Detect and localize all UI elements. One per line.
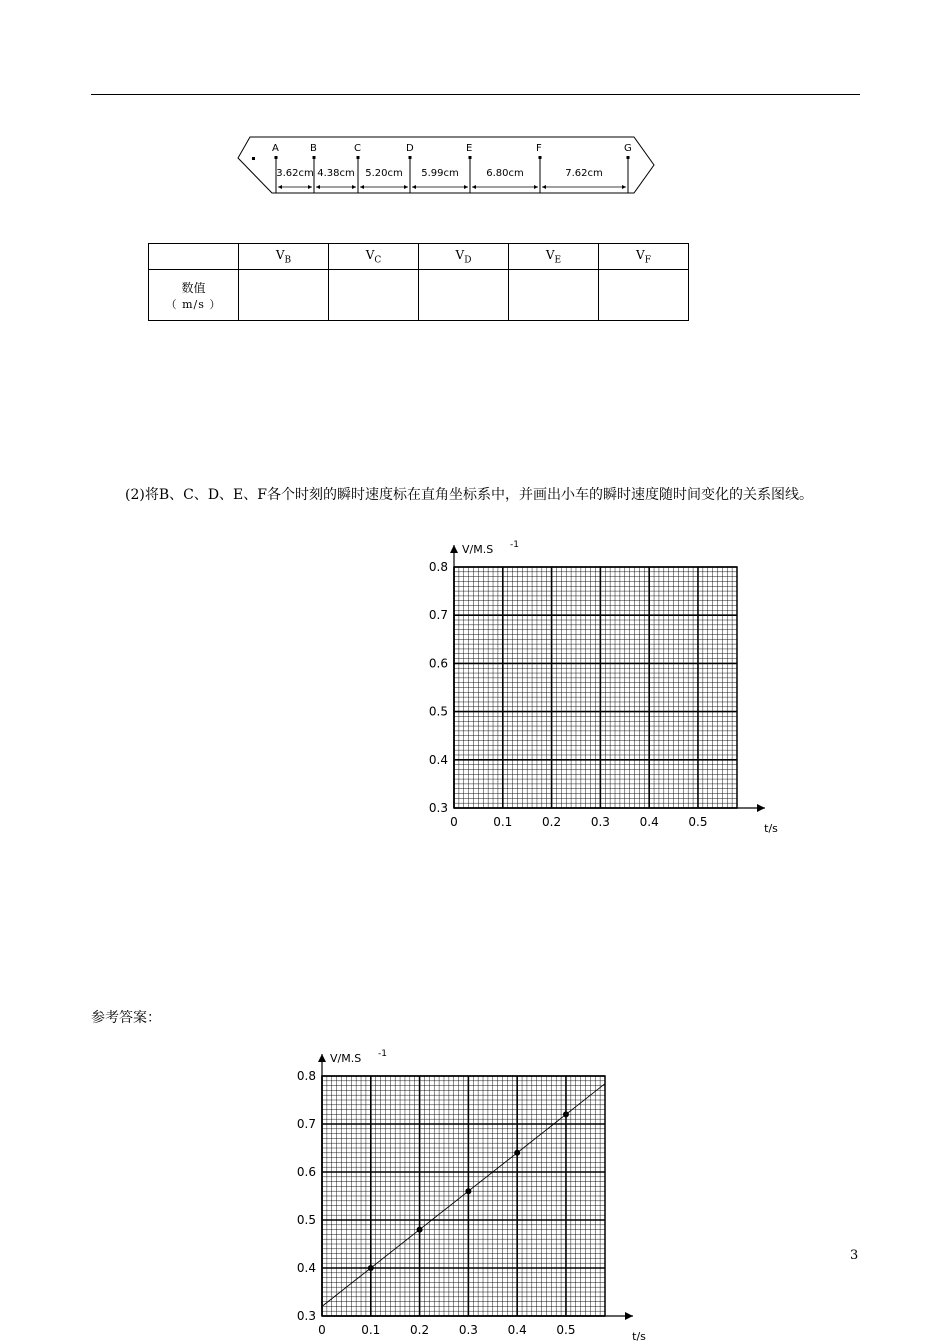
row-label-text: 数值 — [181, 280, 206, 295]
tape-point-label: E — [466, 143, 473, 154]
x-tick-label: 0.3 — [458, 1323, 478, 1337]
tape-segment-label: 3.62cm — [276, 168, 314, 179]
y-tick-label: 0.3 — [428, 801, 448, 815]
x-tick-label: 0.4 — [639, 815, 659, 829]
table-cell-vc[interactable] — [329, 270, 419, 321]
y-axis-arrow — [450, 545, 458, 553]
table-header-ve: $V_E$ — [509, 244, 599, 270]
x-tick-label: 0 — [318, 1323, 326, 1337]
x-tick-label: 0.1 — [361, 1323, 381, 1337]
table-header-vd: $V_D$ — [419, 244, 509, 270]
tape-outline — [238, 137, 654, 193]
y-tick-label: 0.6 — [428, 656, 448, 671]
x-axis-label: t/s — [764, 822, 778, 835]
tape-start-dot — [252, 157, 255, 160]
ticker-tape-diagram — [232, 134, 662, 200]
tape-point-label: F — [536, 143, 542, 154]
table-header-vc: $V_C$ — [329, 244, 419, 270]
tape-point-label: C — [354, 143, 361, 154]
table-cell-vd[interactable] — [419, 270, 509, 321]
question-2-text: (2)将B、C、D、E、F各个时刻的瞬时速度标在直角坐标系中，并画出小车的瞬时速度随时间变化的关系图线。 — [125, 487, 813, 503]
data-point — [368, 1265, 374, 1271]
y-tick-label: 0.8 — [296, 1069, 316, 1083]
y-axis-arrow — [318, 1054, 326, 1062]
y-tick-label: 0.8 — [428, 560, 448, 574]
data-point — [417, 1227, 423, 1233]
page-number: 3 — [850, 1248, 859, 1263]
tape-segment-label: 7.62cm — [565, 168, 603, 179]
y-axis-label-sup: -1 — [378, 1049, 387, 1059]
y-tick-label: 0.4 — [296, 1261, 316, 1275]
table-corner-cell — [149, 244, 239, 270]
y-axis-label-sup: -1 — [510, 540, 519, 550]
table-cell-vb[interactable] — [239, 270, 329, 321]
x-tick-label: 0.2 — [542, 815, 562, 829]
tape-point-label: B — [310, 143, 317, 154]
y-tick-label: 0.6 — [296, 1165, 316, 1179]
table-header-row — [149, 244, 689, 270]
header-rule — [91, 94, 860, 95]
y-tick-label: 0.4 — [428, 752, 448, 767]
x-axis-label: t/s — [632, 1330, 646, 1343]
y-tick-label: 0.5 — [296, 1213, 316, 1227]
answer-label: 参考答案： — [91, 1010, 161, 1026]
tape-point-label: A — [272, 143, 279, 154]
y-tick-label: 0.7 — [428, 608, 448, 623]
tape-segment-label: 5.20cm — [365, 168, 403, 179]
data-point — [563, 1111, 569, 1117]
tape-segment-label: 6.80cm — [486, 168, 524, 179]
blank-graph-paper — [410, 538, 790, 838]
y-tick-label: 0.7 — [296, 1117, 316, 1131]
y-tick-label: 0.5 — [428, 704, 448, 719]
tape-point-label: D — [406, 143, 414, 154]
x-axis-arrow — [625, 1312, 633, 1320]
table-row — [149, 270, 689, 321]
x-tick-label: 0 — [450, 815, 458, 829]
x-axis-arrow — [757, 804, 765, 812]
table-cell-vf[interactable] — [599, 270, 689, 321]
x-tick-label: 0.4 — [507, 1323, 527, 1337]
y-axis-label: V/M.S — [330, 1052, 362, 1065]
answer-graph — [280, 1048, 660, 1344]
row-unit-text: （ m/s ） — [165, 297, 222, 311]
x-tick-label: 0.2 — [410, 1323, 430, 1337]
table-cell-ve[interactable] — [509, 270, 599, 321]
velocity-table — [148, 243, 689, 321]
x-tick-label: 0.5 — [556, 1323, 576, 1337]
data-point — [465, 1188, 471, 1194]
tape-segment-label: 4.38cm — [317, 168, 355, 179]
x-tick-label: 0.3 — [590, 815, 610, 829]
table-header-vf: $V_F$ — [599, 244, 689, 270]
table-header-vb: $V_B$ — [239, 244, 329, 270]
data-point — [514, 1150, 520, 1156]
tape-point-label: G — [624, 143, 632, 154]
x-tick-label: 0.1 — [493, 815, 513, 829]
y-tick-label: 0.3 — [296, 1309, 316, 1323]
tape-segment-label: 5.99cm — [421, 168, 459, 179]
y-axis-label: V/M.S — [462, 543, 494, 556]
x-tick-label: 0.5 — [688, 815, 708, 829]
table-row-label — [149, 270, 239, 321]
